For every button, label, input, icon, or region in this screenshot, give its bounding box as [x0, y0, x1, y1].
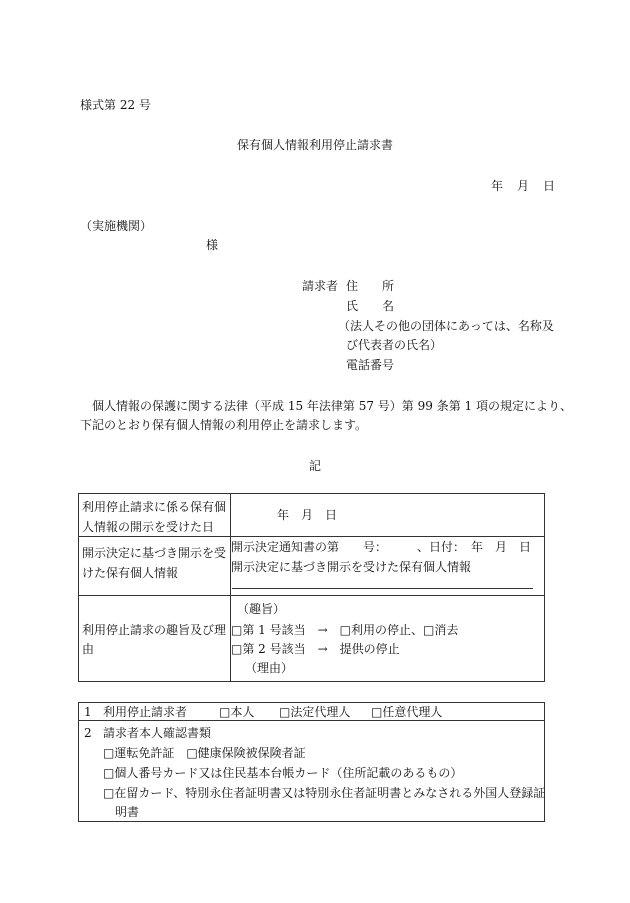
page-title: 保有個人情報利用停止請求書 [236, 138, 393, 152]
requester-type-voluntary-agent[interactable]: □任意代理人 [371, 705, 443, 719]
purpose-reason-label-line2: 由 [82, 642, 95, 656]
table2-row-divider [79, 720, 544, 721]
id-docs-line3[interactable]: □在留カード、特別永住者証明書又は特別永住者証明書とみなされる外国人登録証 [103, 786, 546, 800]
honorific: 様 [206, 238, 219, 252]
id-docs-line4: 明書 [115, 805, 140, 819]
disclosed-info-line: 開示決定に基づき開示を受けた保有個人情報 [231, 560, 472, 574]
corporate-note-line1: （法人その他の団体にあっては、名称及 [338, 319, 554, 333]
disclosed-info-label-line1: 開示決定に基づき開示を受 [82, 546, 227, 560]
body-line2: 下記のとおり保有個人情報の利用停止を請求します。 [80, 418, 368, 432]
corporate-note-line2: び代表者の氏名） [346, 338, 443, 352]
disclosure-date-label-line2: 人情報の開示を受けた日 [82, 520, 215, 534]
name-label: 氏 名 [346, 299, 395, 313]
disclosed-info-label-line2: けた保有個人情報 [82, 566, 179, 580]
ki-heading: 記 [308, 459, 321, 473]
disclosure-date-label-line1: 利用停止請求に係る保有個 [82, 500, 227, 514]
id-docs-line2[interactable]: □個人番号カード又は住民基本台帳カード（住所記載のあるもの） [103, 766, 463, 780]
purpose-option-1[interactable]: □第 1 号該当 → □利用の停止、□消去 [231, 623, 459, 637]
table1-row-divider-1 [79, 536, 544, 537]
request-detail-table [78, 493, 545, 682]
purpose-label: （趣旨） [237, 602, 286, 616]
body-line1: 個人情報の保護に関する法律（平成 15 年法律第 57 号）第 99 条第 1 項の規定により、 [92, 399, 572, 413]
requester-info-table [78, 702, 545, 822]
requester-type-label: 利用停止請求者 [103, 705, 188, 719]
requester-type-number: 1 [84, 705, 92, 719]
purpose-option-2[interactable]: □第 2 号該当 → 提供の停止 [231, 642, 400, 656]
purpose-reason-label-line1: 利用停止請求の趣旨及び理 [82, 623, 227, 637]
address-label: 住 所 [346, 279, 395, 293]
id-docs-label: 請求者本人確認書類 [103, 726, 212, 740]
requester-type-legal-agent[interactable]: □法定代理人 [279, 705, 351, 719]
form-number: 様式第 22 号 [80, 98, 151, 112]
reason-label: （理由） [245, 661, 294, 675]
id-docs-number: 2 [84, 726, 92, 740]
requester-type-self[interactable]: □本人 [219, 705, 255, 719]
date-line: 年 月 日 [491, 179, 557, 193]
disclosure-date-value: 年 月 日 [277, 508, 338, 522]
info-underline [232, 588, 533, 589]
institution-label: （実施機関） [80, 219, 153, 233]
requester-label: 請求者 [302, 279, 339, 293]
phone-label: 電話番号 [346, 358, 395, 372]
disclosure-notice-line: 開示決定通知書の第 号： 、日付： 年 月 日 [231, 540, 532, 554]
id-docs-line1[interactable]: □運転免許証 □健康保険被保険者証 [103, 746, 306, 760]
table1-row-divider-2 [79, 595, 544, 596]
